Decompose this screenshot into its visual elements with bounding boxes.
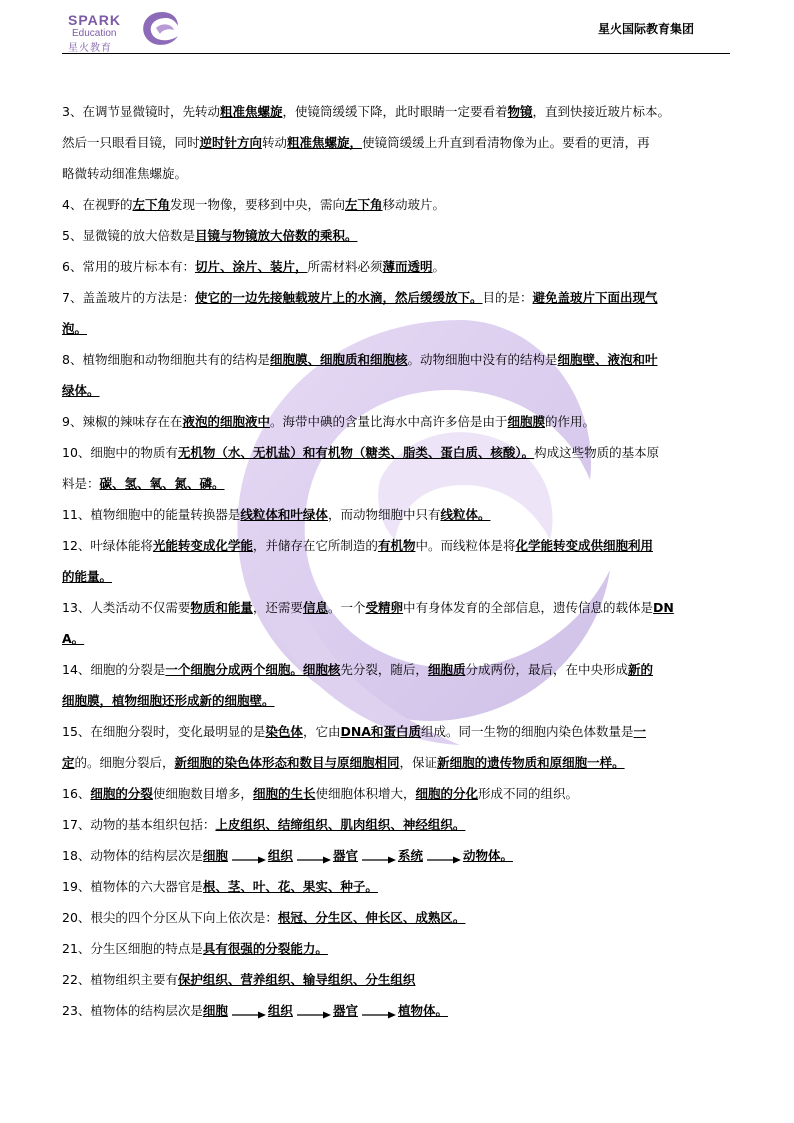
body-text: 中有身体发育的全部信息，遗传信息的载体是	[402, 600, 653, 615]
arrow-glyph	[398, 840, 399, 841]
key-answer: A。	[62, 631, 85, 646]
text-line	[62, 96, 730, 127]
key-answer: 系统	[397, 848, 423, 863]
key-answer: 一	[633, 724, 646, 739]
body-text: 然后一只眼看目镜，同时	[62, 135, 200, 150]
page-header	[62, 0, 730, 54]
text-line	[62, 530, 730, 561]
key-answer: 左下角	[344, 197, 383, 212]
body-text: 12、叶绿体能将	[62, 538, 153, 553]
arrow-glyph	[333, 995, 334, 996]
text-line	[62, 561, 730, 592]
logo-text-education: Education	[72, 28, 117, 39]
body-text: 。动物细胞中没有的结构是	[407, 352, 558, 367]
key-answer: 泡。	[62, 321, 88, 336]
body-text: 发现一物像，要移到中央，需向	[169, 197, 345, 212]
body-text: 13、人类活动不仅需要	[62, 600, 191, 615]
arrow-glyph	[463, 840, 464, 841]
key-answer: 细胞膜	[507, 414, 546, 429]
key-answer: 粗准焦螺旋，	[287, 135, 363, 150]
text-line	[62, 127, 730, 158]
body-text: ，而动物细胞中只有	[327, 507, 441, 522]
text-line	[62, 158, 730, 189]
key-answer: 新细胞的染色体形态和数目与原细胞相同	[174, 755, 400, 770]
body-text: 。海带中碘的含量比海水中高许多倍是由于	[269, 414, 508, 429]
key-answer: 新的	[627, 662, 653, 677]
key-answer: 有机物	[377, 538, 416, 553]
body-text: 23、植物体的结构层次是	[62, 1003, 203, 1018]
key-answer: 器官	[332, 848, 358, 863]
body-text: 18、动物体的结构层次是	[62, 848, 203, 863]
key-answer: 受精卵	[365, 600, 403, 615]
key-answer: DNA和蛋白质	[340, 724, 421, 739]
body-text: 分成两份，最后，在中央形成	[465, 662, 628, 677]
key-answer: 使它的一边先接触载玻片上的水滴，然后缓缓放下。	[194, 290, 483, 305]
body-text: 使镜筒缓缓上升直到看清物像为止。要看的更清，再	[362, 135, 650, 150]
body-text: ，并储存在它所制造的	[252, 538, 378, 553]
text-line	[62, 251, 730, 282]
body-text: 9、辣椒的辣味存在在	[62, 414, 183, 429]
key-answer: 液泡的细胞液中	[182, 414, 270, 429]
key-answer: 组织	[267, 848, 293, 863]
key-answer: 组织	[267, 1003, 293, 1018]
key-answer: 根冠、分生区、伸长区、成熟区。	[277, 910, 466, 925]
key-answer: 薄而透明	[382, 259, 433, 274]
text-line	[62, 840, 730, 871]
logo-swirl-icon	[132, 8, 186, 50]
key-answer: 左下角	[132, 197, 170, 212]
body-text: ，直到快接近玻片标本。	[532, 104, 671, 119]
body-text: ，还需要	[252, 600, 303, 615]
key-answer: 定	[62, 755, 75, 770]
key-answer: 细胞壁、液泡和叶	[557, 352, 658, 367]
key-answer: 逆时针方向	[199, 135, 263, 150]
text-line	[62, 995, 730, 1026]
key-answer: 细胞膜，植物细胞还形成新的细胞壁。	[62, 693, 275, 708]
body-text: 16、	[62, 786, 91, 801]
text-line	[62, 282, 730, 313]
text-line	[62, 778, 730, 809]
text-line	[62, 592, 730, 623]
key-answer: 绿体。	[62, 383, 100, 398]
body-text: 的。细胞分裂后，	[74, 755, 175, 770]
text-line	[62, 933, 730, 964]
body-text: 5、显微镜的放大倍数是	[62, 228, 195, 243]
body-text: ，使镜筒缓缓下降，此时眼睛一定要看着	[282, 104, 508, 119]
body-text: ，保证	[399, 755, 438, 770]
body-text: 17、动物的基本组织包括：	[62, 817, 216, 832]
key-answer: 根、茎、叶、花、果实、种子。	[202, 879, 378, 894]
text-line	[62, 871, 730, 902]
key-answer: 细胞的分化	[415, 786, 478, 801]
key-answer: 化学能转变成供细胞利用	[515, 538, 653, 553]
body-text: 14、细胞的分裂是	[62, 662, 166, 677]
key-answer: 信息	[302, 600, 328, 615]
body-text: 3、在调节显微镜时，先转动	[62, 104, 220, 119]
organization-name: 星火国际教育集团	[597, 22, 694, 36]
key-answer: 细胞的分裂	[90, 786, 153, 801]
arrow-glyph	[333, 840, 334, 841]
key-answer: DN	[653, 600, 674, 615]
body-text: 目的是：	[482, 290, 533, 305]
text-line	[62, 964, 730, 995]
body-text: ，它由	[302, 724, 341, 739]
body-text: 。一个	[327, 600, 366, 615]
text-line	[62, 499, 730, 530]
body-text: 7、盖盖玻片的方法是：	[62, 290, 195, 305]
key-answer: 避免盖玻片下面出现气	[532, 290, 658, 305]
text-line	[62, 220, 730, 251]
body-text: 构成这些物质的基本原	[534, 445, 660, 460]
key-answer: 动物体。	[462, 848, 513, 863]
key-answer: 新细胞的遗传物质和原细胞一样。	[437, 755, 625, 770]
key-answer: 目镜与物镜放大倍数的乘积。	[194, 228, 358, 243]
arrow-glyph	[268, 995, 269, 996]
body-text: 4、在视野的	[62, 197, 133, 212]
text-line	[62, 654, 730, 685]
key-answer: 细胞膜、细胞质和细胞核	[269, 352, 408, 367]
body-text: 的作用。	[545, 414, 596, 429]
text-line	[62, 344, 730, 375]
body-text: 22、植物组织主要有	[62, 972, 178, 987]
key-answer: 无机物（水、无机盐）和有机物（糖类、脂类、蛋白质、核酸）。	[177, 445, 535, 460]
text-line	[62, 406, 730, 437]
key-answer: 一个细胞分成两个细胞。细胞核	[165, 662, 341, 677]
body-text: 组成。同一生物的细胞内染色体数量是	[420, 724, 634, 739]
spark-education-logo	[66, 8, 186, 54]
body-text: 使细胞体积增大，	[315, 786, 416, 801]
body-text: 6、常用的玻片标本有：	[62, 259, 195, 274]
arrow-glyph	[398, 995, 399, 996]
logo-text-chinese: 星火教育	[68, 43, 112, 54]
body-text: 21、分生区细胞的特点是	[62, 941, 203, 956]
key-answer: 碳、氢、氧、氮、磷。	[99, 476, 225, 491]
key-answer: 上皮组织、结缔组织、肌肉组织、神经组织。	[215, 817, 466, 832]
arrow-glyph	[268, 840, 269, 841]
text-line	[62, 313, 730, 344]
body-text: 料是：	[62, 476, 100, 491]
body-text: 形成不同的组织。	[477, 786, 578, 801]
key-answer: 光能转变成化学能	[152, 538, 253, 553]
body-text: 所需材料必须	[307, 259, 383, 274]
body-text: 11、植物细胞中的能量转换器是	[62, 507, 241, 522]
body-text: 20、根尖的四个分区从下向上依次是：	[62, 910, 278, 925]
text-line	[62, 809, 730, 840]
body-text: 先分裂，随后，	[340, 662, 428, 677]
key-answer: 线粒体和叶绿体	[240, 507, 328, 522]
key-answer: 切片、涂片、装片，	[194, 259, 308, 274]
text-line	[62, 375, 730, 406]
body-text: 转动	[262, 135, 288, 150]
text-line	[62, 189, 730, 220]
body-text: 15、在细胞分裂时，变化最明显的是	[62, 724, 266, 739]
body-text: 19、植物体的六大器官是	[62, 879, 203, 894]
text-line	[62, 685, 730, 716]
text-line	[62, 437, 730, 468]
key-answer: 细胞质	[427, 662, 466, 677]
text-line	[62, 623, 730, 654]
key-answer: 细胞	[202, 848, 228, 863]
body-text: 8、植物细胞和动物细胞共有的结构是	[62, 352, 270, 367]
key-answer: 器官	[332, 1003, 358, 1018]
key-answer: 物镜	[507, 104, 533, 119]
body-text: 略微转动细准焦螺旋。	[62, 166, 188, 181]
key-answer: 染色体	[265, 724, 303, 739]
body-text: 。	[432, 259, 446, 274]
text-line	[62, 468, 730, 499]
key-answer: 物质和能量	[190, 600, 253, 615]
body-text: 移动玻片。	[382, 197, 446, 212]
key-answer: 线粒体。	[440, 507, 491, 522]
key-answer: 具有很强的分裂能力。	[202, 941, 328, 956]
key-answer: 植物体。	[397, 1003, 448, 1018]
key-answer: 的能量。	[62, 569, 113, 584]
document-body	[62, 96, 730, 1026]
body-text: 中。而线粒体是将	[415, 538, 516, 553]
text-line	[62, 902, 730, 933]
text-line	[62, 716, 730, 747]
key-answer: 细胞	[202, 1003, 228, 1018]
text-line	[62, 747, 730, 778]
logo-text-spark: SPARK	[68, 12, 121, 28]
key-answer: 粗准焦螺旋	[219, 104, 283, 119]
body-text: 10、细胞中的物质有	[62, 445, 178, 460]
key-answer: 保护组织、营养组织、输导组织、分生组织	[177, 972, 416, 987]
body-text: 使细胞数目增多，	[152, 786, 253, 801]
key-answer: 细胞的生长	[252, 786, 316, 801]
